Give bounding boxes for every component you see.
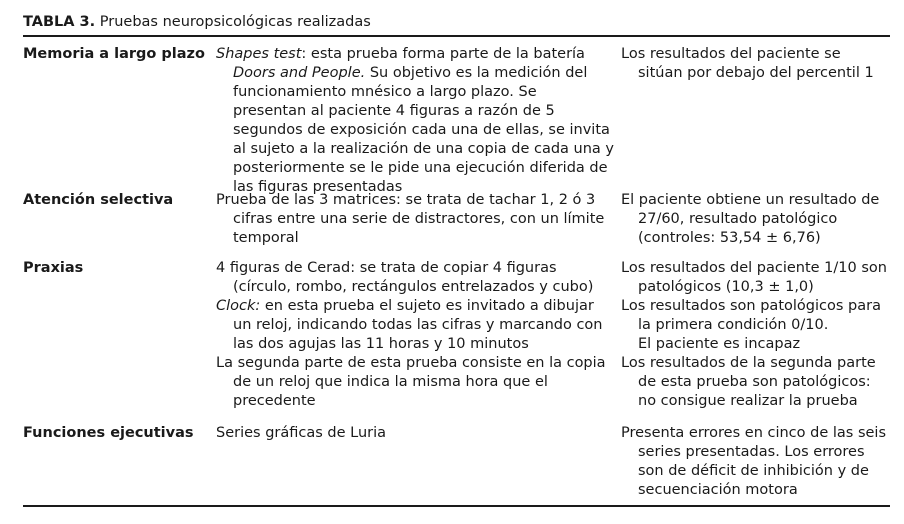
result-paragraph: El paciente es incapaz: [638, 336, 801, 352]
result-paragraph: Los resultados son patológicos para la primera condición 0/10.: [621, 298, 881, 333]
result-paragraph: Presenta errores en cinco de las seis series presentadas. Los errores son de déficit de inhibición y de secuenciación motora: [621, 425, 887, 498]
test-name-italic: Clock:: [216, 298, 261, 314]
results-atencion: [621, 191, 889, 248]
desc-paragraph: 4 figuras de Cerad: se trata de copiar 4 figuras (círculo, rombo, rectángulos entrelazados y cubo): [216, 260, 594, 295]
desc-praxias: [216, 259, 614, 411]
results-memoria: [621, 45, 889, 83]
result-paragraph: Los resultados del paciente se sitúan por debajo del percentil 1: [621, 46, 874, 81]
desc-paragraph: Series gráficas de Luria: [216, 425, 387, 441]
top-rule: [23, 35, 890, 37]
result-paragraph: Los resultados del paciente 1/10 son patológicos (10,3 ± 1,0): [621, 260, 887, 295]
category-praxias: Praxias: [23, 260, 84, 276]
desc-paragraph: [216, 297, 614, 354]
desc-paragraph: La segunda parte de esta prueba consiste en la copia de un reloj que indica la misma hora que el precedente: [216, 355, 606, 409]
desc-paragraph: Prueba de las 3 matrices: se trata de tachar 1, 2 ó 3 cifras entre una serie de distractores, con un límite temporal: [216, 192, 605, 246]
result-paragraph: El paciente obtiene un resultado de 27/60, resultado patológico (controles: 53,54 ± 6,76): [621, 192, 880, 246]
desc-text: : esta prueba forma parte de la batería: [301, 46, 585, 62]
battery-name-italic: Doors and People.: [233, 65, 366, 81]
category-memoria: Memoria a largo plazo: [23, 46, 205, 62]
table-caption: [23, 14, 371, 30]
results-praxias: [621, 259, 889, 411]
bottom-rule: [23, 505, 890, 507]
category-atencion: Atención selectiva: [23, 192, 174, 208]
desc-atencion: [216, 191, 614, 248]
desc-text: en esta prueba el sujeto es invitado a dibujar un reloj, indicando todas las cifras y marcando con las dos agujas las 11 horas y 10 minutos: [233, 298, 603, 352]
results-funciones: [621, 424, 889, 500]
table-label: TABLA 3.: [23, 14, 96, 30]
desc-funciones: [216, 424, 614, 443]
category-funciones: Funciones ejecutivas: [23, 425, 194, 441]
desc-memoria: [216, 45, 614, 197]
table-title: Pruebas neuropsicológicas realizadas: [99, 14, 371, 30]
result-paragraph: Los resultados de la segunda parte de esta prueba son patológicos: no consigue realizar la prueba: [621, 355, 876, 409]
test-name-italic: Shapes test: [216, 46, 302, 62]
desc-paragraph: [216, 45, 614, 197]
desc-text: Su objetivo es la medición del funcionamiento mnésico a largo plazo. Se presentan al paciente 4 figuras a razón de 5 segundos de exposición cada una de ellas, se invita al sujeto a la realización de una copia de cada una y posteriormente se le pide una ejecución diferida de las figuras presentadas: [233, 65, 615, 195]
